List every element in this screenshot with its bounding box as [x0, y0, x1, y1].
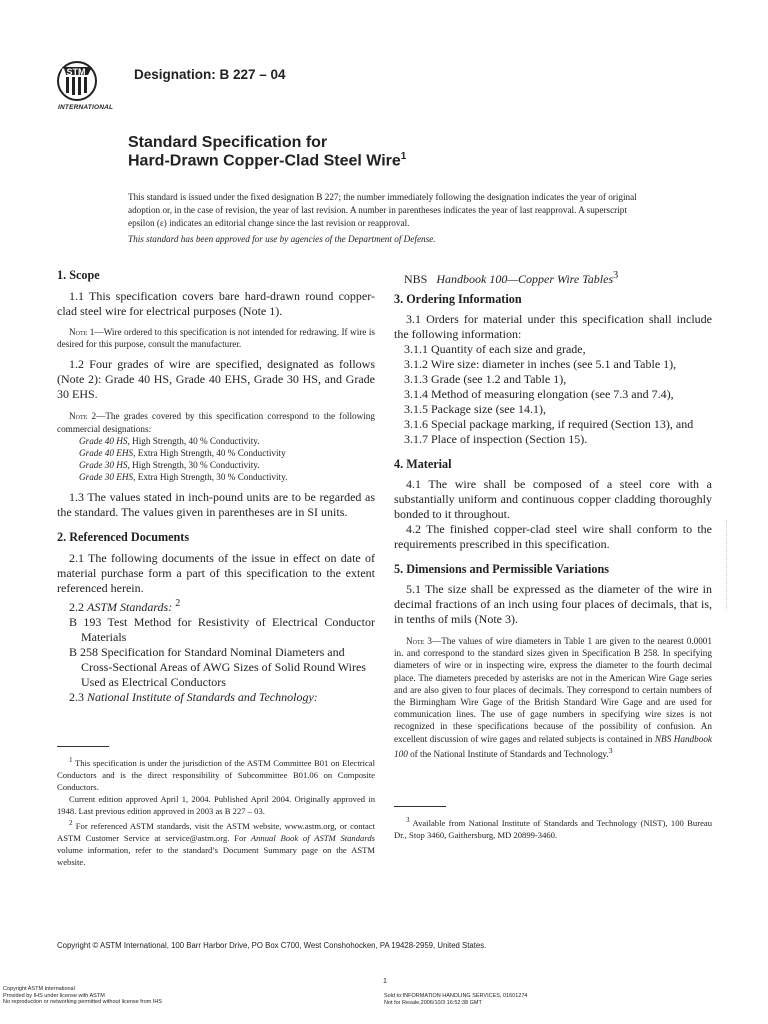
list-item: 3.1.6 Special package marking, if required (Section 13), and [404, 417, 694, 431]
section-3-heading: 3. Ordering Information [394, 292, 522, 306]
para-1-2: 1.2 Four grades of wire are specified, designated as follows (Note 2): Grade 40 HS, Grade 40 EHS, Grade 30 HS, and Grade 30 EHS. [57, 357, 375, 402]
para-1-3: 1.3 The values stated in inch-pound units are to be regarded as the standard. The values given in parentheses are in SI units. [57, 489, 375, 519]
license-block-right [384, 993, 527, 1006]
footnote-rule [57, 746, 109, 747]
grade-item: Grade 30 EHS, Extra High Strength, 30 % Conductivity. [79, 472, 288, 483]
copyright-line: Copyright © ASTM International, 100 Barr Harbor Drive, PO Box C700, West Conshohocken, PA 19428-2959, United States. [57, 941, 487, 950]
ref-b258: B 258 Specification for Standard Nominal Diameters and Cross-Sectional Areas of AWG Sizes of Solid Round Wires Used as Electrical Conductors [69, 644, 366, 689]
left-column [57, 268, 375, 705]
list-item: 3.1.7 Place of inspection (Section 15). [404, 432, 588, 446]
para-2-1: 2.1 The following documents of the issue in effect on date of material purchase form a part of this specification to the extent referenced herein. [57, 550, 375, 595]
list-item: 3.1.2 Wire size: diameter in inches (see 5.1 and Table 1), [404, 357, 677, 371]
list-item: 3.1.4 Method of measuring elongation (see 7.3 and 7.4), [404, 387, 674, 401]
logo-subtitle: INTERNATIONAL [58, 104, 114, 111]
para-2-2: 2.2 ASTM Standards: $^2$ [69, 597, 181, 614]
footnote-1b: Current edition approved April 1, 2004. Published April 2004. Originally approved in 1948. Last previous edition approved in 2003 as B 227 – 03. [57, 793, 375, 816]
list-item: 3.1.3 Grade (see 1.2 and Table 1), [404, 372, 567, 386]
para-4-2: 4.2 The finished copper-clad steel wire shall conform to the requirements prescribed in this specification. [394, 522, 712, 551]
page-number: 1 [383, 978, 387, 985]
footnote-rule [394, 806, 446, 807]
footnote-1: $^1$ This specification is under the jurisdiction of the ASTM Committee B01 on Electrical Conductors and is the direct responsibility of Subcommittee B01.06 on Composite Conductors. [57, 756, 375, 792]
para-4-1: 4.1 The wire shall be composed of a steel core with a substantially uniform and continuous copper cladding thoroughly bonded to it throughout. [394, 477, 712, 521]
ordering-list [394, 342, 712, 447]
section-5-heading: 5. Dimensions and Permissible Variations [394, 562, 609, 576]
footnote-2: $^2$ For referenced ASTM standards, visit the ASTM website, www.astm.org, or contact ASTM Customer Service at service@astm.org. For Annual Book of ASTM Standards volume information, refer to the standard’s Document Summary page on the ASTM website. [57, 818, 375, 867]
license-line: Provided by IHS under license with ASTM [3, 992, 105, 999]
list-item: 3.1.5 Package size (see 14.1), [404, 402, 546, 416]
grade-list [57, 435, 375, 484]
left-footnotes [57, 754, 375, 868]
note-3: Note 3—The values of wire diameters in Table 1 are given to the nearest 0.0001 in. and correspond to the standard sizes given in Specification B 258. In specifying diameters of wire or in inspecting wire, express the diameter to the fourth decimal place. The diameters preceded by asterisks are not in the American Wire Gage series and are also given to four places of decimals. They correspond to certain numbers of the Birmingham Wire Gage of the British Standard Wire Gage and are used for communication lines. The use of gage numbers in specifying wire sizes is not recognized in these specifications because of the possibility of confusion. An excellent discussion of wire gages and related subjects is contained in NBS Handbook 100 of the National Institute of Standards and Technology.$^3$ [394, 636, 713, 759]
license-line: Copyright ASTM International [3, 986, 75, 992]
license-line: Sold to:INFORMATION HANDLING SERVICES, 01601274 [384, 993, 528, 999]
list-item: 3.1.1 Quantity of each size and grade, [404, 342, 586, 356]
grade-item: Grade 40 HS, High Strength, 40 % Conductivity. [79, 435, 260, 446]
para-1-1: 1.1 This specification covers bare hard-drawn round copper-clad steel wire for electrical purposes (Note 1). [57, 289, 375, 318]
license-line: No reproduction or networking permitted without license from IHS [3, 999, 162, 1005]
ref-b193: B 193 Test Method for Resistivity of Electrical Conductor Materials [69, 614, 375, 644]
license-line: Not for Resale,2006/10/3 16:52:38 GMT [384, 999, 482, 1006]
designation: Designation: B 227 – 04 [134, 67, 286, 82]
section-1-heading: 1. Scope [57, 268, 100, 282]
section-4-heading: 4. Material [394, 457, 452, 471]
margin-watermark [726, 520, 731, 610]
title-line2: Hard-Drawn Copper-Clad Steel Wire$^1$ [128, 151, 407, 170]
para-5-1: 5.1 The size shall be expressed as the diameter of the wire in decimal fractions of an inch using four places of decimals, that is, in tenths of mils (Note 3). [394, 582, 712, 626]
logo-text: ASTM [60, 67, 86, 77]
note-1: Note 1—Wire ordered to this specification is not intended for redrawing. If wire is desired for this purpose, consult the manufacturer. [57, 327, 375, 350]
right-footnotes [394, 814, 712, 841]
grade-item: Grade 30 HS, High Strength, 30 % Conductivity. [79, 460, 260, 471]
nbs-reference: NBS Handbook 100—Copper Wire Tables$^3$ [404, 270, 619, 286]
para-3-1: 3.1 Orders for material under this specification shall include the following information: [394, 312, 712, 341]
note-2: Note 2—The grades covered by this specification correspond to the following commercial designations: [57, 411, 375, 434]
footnote-3: $^3$ Available from National Institute of Standards and Technology (NIST), 100 Bureau Dr., Stop 3460, Gaithersburg, MD 20899-3460. [394, 816, 712, 840]
grade-item: Grade 40 EHS, Extra High Strength, 40 % Conductivity [79, 448, 286, 459]
license-block-left [3, 986, 162, 1006]
intro-paragraph: This standard is issued under the fixed designation B 227; the number immediately following the designation indicates the year of original adoption or, in the case of revision, the year of last revision. A number in parentheses indicates the year of last reapproval. A superscript epsilon (ε) indicates an editorial change since the last revision or reapproval. [128, 192, 637, 228]
right-column [394, 268, 712, 760]
para-2-3: 2.3 National Institute of Standards and Technology: [69, 689, 318, 704]
title-line1: Standard Specification for [128, 134, 328, 151]
approval-note: This standard has been approved for use by agencies of the Department of Defense. [128, 234, 436, 244]
section-2-heading: 2. Referenced Documents [57, 529, 190, 544]
